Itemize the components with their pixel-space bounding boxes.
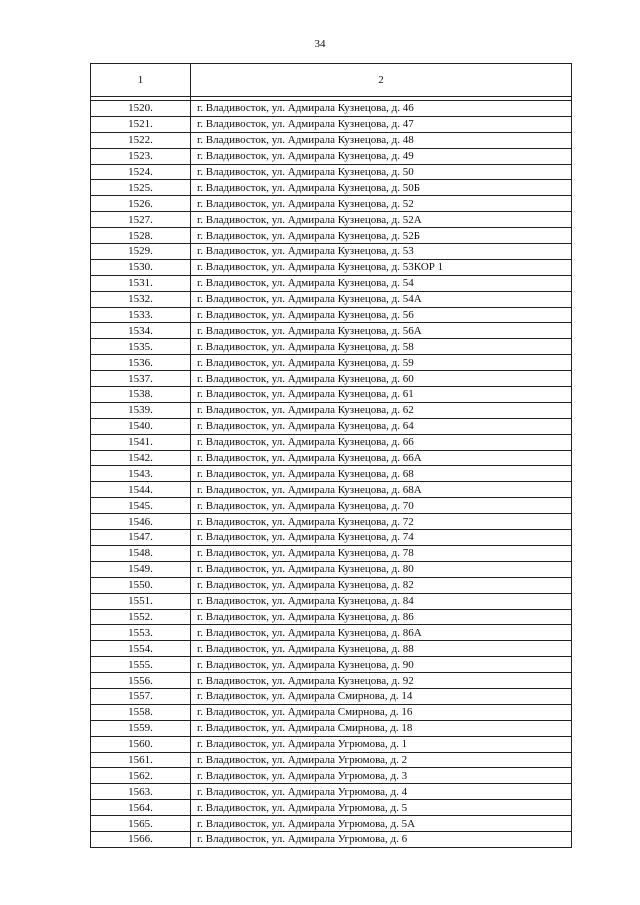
- row-address-cell: г. Владивосток, ул. Адмирала Угрюмова, д. 6: [191, 831, 572, 847]
- row-address-cell: г. Владивосток, ул. Адмирала Кузнецова, д. 61: [191, 387, 572, 403]
- row-address-cell: г. Владивосток, ул. Адмирала Кузнецова, д. 64: [191, 418, 572, 434]
- row-address-cell: г. Владивосток, ул. Адмирала Кузнецова, д. 88: [191, 641, 572, 657]
- row-number-cell: 1527.: [91, 212, 191, 228]
- row-address-cell: г. Владивосток, ул. Адмирала Смирнова, д. 14: [191, 688, 572, 704]
- row-address-cell: г. Владивосток, ул. Адмирала Кузнецова, д. 52Б: [191, 228, 572, 244]
- table-row: [91, 736, 572, 752]
- row-address-cell: г. Владивосток, ул. Адмирала Кузнецова, д. 46: [191, 101, 572, 117]
- row-number-cell: 1548.: [91, 545, 191, 561]
- row-number-cell: 1564.: [91, 800, 191, 816]
- row-address-cell: г. Владивосток, ул. Адмирала Кузнецова, д. 92: [191, 673, 572, 689]
- row-address-cell: г. Владивосток, ул. Адмирала Кузнецова, д. 86: [191, 609, 572, 625]
- row-number-cell: 1542.: [91, 450, 191, 466]
- row-address-cell: г. Владивосток, ул. Адмирала Кузнецова, д. 84: [191, 593, 572, 609]
- row-address-cell: г. Владивосток, ул. Адмирала Кузнецова, д. 80: [191, 561, 572, 577]
- table-row: [91, 657, 572, 673]
- row-number-cell: 1535.: [91, 339, 191, 355]
- row-number-cell: 1555.: [91, 657, 191, 673]
- row-number-cell: 1562.: [91, 768, 191, 784]
- table-row: [91, 561, 572, 577]
- row-number-cell: 1536.: [91, 355, 191, 371]
- row-number-cell: 1526.: [91, 196, 191, 212]
- row-number-cell: 1524.: [91, 164, 191, 180]
- table-row: [91, 482, 572, 498]
- row-address-cell: г. Владивосток, ул. Адмирала Кузнецова, д. 58: [191, 339, 572, 355]
- page-number: 34: [314, 38, 326, 50]
- row-number-cell: 1565.: [91, 816, 191, 832]
- row-number-cell: 1525.: [91, 180, 191, 196]
- table-row: [91, 101, 572, 117]
- row-address-cell: г. Владивосток, ул. Адмирала Угрюмова, д. 5А: [191, 816, 572, 832]
- table-header: [91, 64, 572, 101]
- row-address-cell: г. Владивосток, ул. Адмирала Кузнецова, д. 78: [191, 545, 572, 561]
- row-address-cell: г. Владивосток, ул. Адмирала Кузнецова, д. 72: [191, 514, 572, 530]
- row-address-cell: г. Владивосток, ул. Адмирала Кузнецова, д. 48: [191, 132, 572, 148]
- row-address-cell: г. Владивосток, ул. Адмирала Угрюмова, д. 5: [191, 800, 572, 816]
- table-row: [91, 355, 572, 371]
- row-number-cell: 1540.: [91, 418, 191, 434]
- column-header-number: 1: [91, 64, 191, 97]
- table-row: [91, 148, 572, 164]
- table-row: [91, 498, 572, 514]
- table-row: [91, 450, 572, 466]
- table-row: [91, 688, 572, 704]
- row-number-cell: 1545.: [91, 498, 191, 514]
- row-address-cell: г. Владивосток, ул. Адмирала Кузнецова, д. 70: [191, 498, 572, 514]
- row-address-cell: г. Владивосток, ул. Адмирала Кузнецова, д. 52: [191, 196, 572, 212]
- row-address-cell: г. Владивосток, ул. Адмирала Кузнецова, д. 54: [191, 275, 572, 291]
- row-number-cell: 1530.: [91, 259, 191, 275]
- table-row: [91, 418, 572, 434]
- row-number-cell: 1528.: [91, 228, 191, 244]
- table-row: [91, 831, 572, 847]
- table-row: [91, 132, 572, 148]
- row-address-cell: г. Владивосток, ул. Адмирала Кузнецова, д. 52А: [191, 212, 572, 228]
- row-number-cell: 1532.: [91, 291, 191, 307]
- row-address-cell: г. Владивосток, ул. Адмирала Кузнецова, д. 66А: [191, 450, 572, 466]
- table-row: [91, 704, 572, 720]
- row-address-cell: г. Владивосток, ул. Адмирала Кузнецова, д. 86А: [191, 625, 572, 641]
- row-number-cell: 1523.: [91, 148, 191, 164]
- table-row: [91, 371, 572, 387]
- row-address-cell: г. Владивосток, ул. Адмирала Смирнова, д. 18: [191, 720, 572, 736]
- table-body: [91, 101, 572, 848]
- row-address-cell: г. Владивосток, ул. Адмирала Кузнецова, д. 66: [191, 434, 572, 450]
- row-number-cell: 1557.: [91, 688, 191, 704]
- table-row: [91, 577, 572, 593]
- column-header-address: 2: [191, 64, 572, 97]
- row-number-cell: 1563.: [91, 784, 191, 800]
- row-address-cell: г. Владивосток, ул. Адмирала Кузнецова, д. 90: [191, 657, 572, 673]
- row-number-cell: 1538.: [91, 387, 191, 403]
- row-number-cell: 1529.: [91, 244, 191, 260]
- table-row: [91, 212, 572, 228]
- table-row: [91, 180, 572, 196]
- row-number-cell: 1543.: [91, 466, 191, 482]
- row-address-cell: г. Владивосток, ул. Адмирала Кузнецова, д. 49: [191, 148, 572, 164]
- table-row: [91, 307, 572, 323]
- row-number-cell: 1561.: [91, 752, 191, 768]
- table-row: [91, 466, 572, 482]
- row-address-cell: г. Владивосток, ул. Адмирала Кузнецова, д. 68А: [191, 482, 572, 498]
- row-number-cell: 1537.: [91, 371, 191, 387]
- row-address-cell: г. Владивосток, ул. Адмирала Кузнецова, д. 60: [191, 371, 572, 387]
- row-number-cell: 1552.: [91, 609, 191, 625]
- row-address-cell: г. Владивосток, ул. Адмирала Кузнецова, д. 82: [191, 577, 572, 593]
- table-row: [91, 593, 572, 609]
- table-row: [91, 720, 572, 736]
- row-address-cell: г. Владивосток, ул. Адмирала Кузнецова, д. 59: [191, 355, 572, 371]
- row-address-cell: г. Владивосток, ул. Адмирала Кузнецова, д. 54А: [191, 291, 572, 307]
- row-address-cell: г. Владивосток, ул. Адмирала Смирнова, д. 16: [191, 704, 572, 720]
- table-row: [91, 275, 572, 291]
- row-number-cell: 1558.: [91, 704, 191, 720]
- row-number-cell: 1553.: [91, 625, 191, 641]
- row-number-cell: 1547.: [91, 530, 191, 546]
- row-address-cell: г. Владивосток, ул. Адмирала Кузнецова, д. 74: [191, 530, 572, 546]
- table-row: [91, 434, 572, 450]
- table-row: [91, 609, 572, 625]
- row-address-cell: г. Владивосток, ул. Адмирала Кузнецова, д. 53: [191, 244, 572, 260]
- table-row: [91, 784, 572, 800]
- table-row: [91, 323, 572, 339]
- table-row: [91, 641, 572, 657]
- row-address-cell: г. Владивосток, ул. Адмирала Кузнецова, д. 53КОР 1: [191, 259, 572, 275]
- row-address-cell: г. Владивосток, ул. Адмирала Угрюмова, д. 3: [191, 768, 572, 784]
- row-address-cell: г. Владивосток, ул. Адмирала Кузнецова, д. 56А: [191, 323, 572, 339]
- row-address-cell: г. Владивосток, ул. Адмирала Угрюмова, д. 1: [191, 736, 572, 752]
- row-address-cell: г. Владивосток, ул. Адмирала Кузнецова, д. 68: [191, 466, 572, 482]
- table-row: [91, 514, 572, 530]
- row-number-cell: 1520.: [91, 101, 191, 117]
- row-address-cell: г. Владивосток, ул. Адмирала Кузнецова, д. 62: [191, 402, 572, 418]
- table-row: [91, 164, 572, 180]
- row-number-cell: 1522.: [91, 132, 191, 148]
- row-number-cell: 1551.: [91, 593, 191, 609]
- row-address-cell: г. Владивосток, ул. Адмирала Кузнецова, д. 56: [191, 307, 572, 323]
- table-row: [91, 752, 572, 768]
- table-row: [91, 244, 572, 260]
- table-row: [91, 228, 572, 244]
- table-row: [91, 545, 572, 561]
- row-address-cell: г. Владивосток, ул. Адмирала Кузнецова, д. 50: [191, 164, 572, 180]
- row-address-cell: г. Владивосток, ул. Адмирала Угрюмова, д. 2: [191, 752, 572, 768]
- table-row: [91, 673, 572, 689]
- row-number-cell: 1531.: [91, 275, 191, 291]
- table-row: [91, 768, 572, 784]
- row-number-cell: 1544.: [91, 482, 191, 498]
- row-number-cell: 1534.: [91, 323, 191, 339]
- table-row: [91, 387, 572, 403]
- row-number-cell: 1521.: [91, 116, 191, 132]
- row-number-cell: 1554.: [91, 641, 191, 657]
- row-address-cell: г. Владивосток, ул. Адмирала Кузнецова, д. 50Б: [191, 180, 572, 196]
- row-number-cell: 1549.: [91, 561, 191, 577]
- table-row: [91, 530, 572, 546]
- row-number-cell: 1533.: [91, 307, 191, 323]
- table-row: [91, 116, 572, 132]
- row-address-cell: г. Владивосток, ул. Адмирала Угрюмова, д. 4: [191, 784, 572, 800]
- row-number-cell: 1546.: [91, 514, 191, 530]
- table-row: [91, 291, 572, 307]
- row-number-cell: 1560.: [91, 736, 191, 752]
- table-row: [91, 800, 572, 816]
- row-number-cell: 1550.: [91, 577, 191, 593]
- table-row: [91, 339, 572, 355]
- row-number-cell: 1559.: [91, 720, 191, 736]
- table-row: [91, 259, 572, 275]
- address-table: [90, 63, 572, 848]
- row-address-cell: г. Владивосток, ул. Адмирала Кузнецова, д. 47: [191, 116, 572, 132]
- table-row: [91, 402, 572, 418]
- table-row: [91, 196, 572, 212]
- row-number-cell: 1539.: [91, 402, 191, 418]
- row-number-cell: 1541.: [91, 434, 191, 450]
- row-number-cell: 1556.: [91, 673, 191, 689]
- table-row: [91, 625, 572, 641]
- row-number-cell: 1566.: [91, 831, 191, 847]
- table-row: [91, 816, 572, 832]
